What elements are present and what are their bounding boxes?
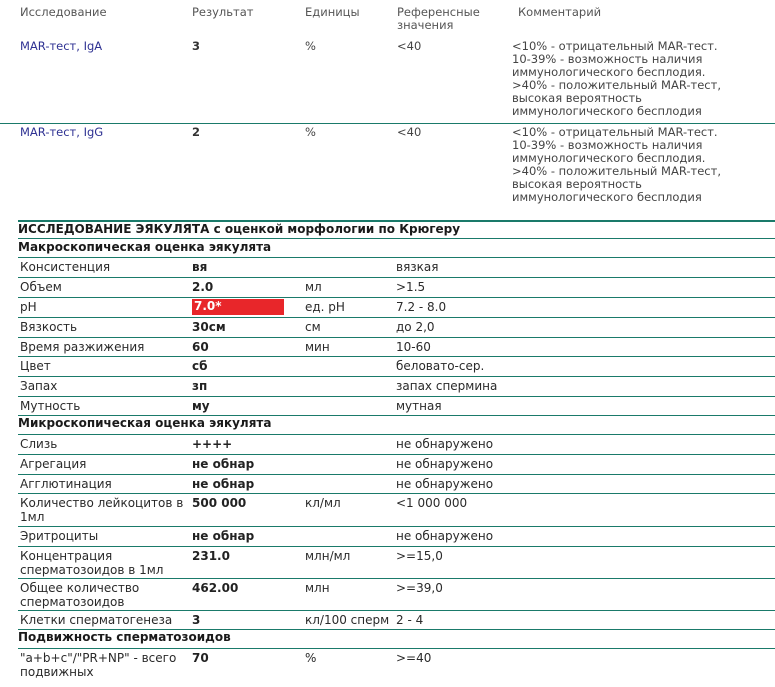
table-row <box>18 277 775 298</box>
mar-igg-unit: % <box>305 125 316 139</box>
header-comment: Комментарий <box>518 5 602 19</box>
mar-iga-unit: % <box>305 39 316 53</box>
micro-unit: млн <box>305 581 330 595</box>
micro-ref: не обнаружено <box>396 477 494 491</box>
table-row <box>18 434 775 455</box>
macro-ref: >1.5 <box>396 280 426 294</box>
micro-unit: кл/мл <box>305 496 341 510</box>
mar-iga-comment: <10% - отрицательный MAR-тест. 10-39% - возможность наличия иммунологического бесплодия. >40% - положительный MAR-тест, высокая вероятность иммунологического бесплодия <box>512 39 721 118</box>
macro-ref: вязкая <box>396 260 439 274</box>
motility-ref: >=40 <box>396 651 432 665</box>
mar-igg-row <box>0 126 775 210</box>
micro-unit: млн/мл <box>305 549 351 563</box>
macro-value: вя <box>192 260 208 274</box>
micro-name: Агглютинация <box>20 477 112 491</box>
macro-ref: беловато-сер. <box>396 359 485 373</box>
table-row <box>18 648 775 685</box>
micro-value: не обнар <box>192 477 255 491</box>
micro-value: ++++ <box>192 437 233 451</box>
motility-value: 70 <box>192 651 209 665</box>
micro-value: не обнар <box>192 457 255 471</box>
micro-ref: 2 - 4 <box>396 613 424 627</box>
table-row <box>18 356 775 377</box>
motility-name: "a+b+c"/"PR+NP" - всего подвижных <box>20 651 177 679</box>
table-row <box>18 526 775 547</box>
mar-iga-row <box>0 40 775 124</box>
macro-name: Объем <box>20 280 62 294</box>
micro-ref: >=15,0 <box>396 549 443 563</box>
micro-value: 231.0 <box>192 549 230 563</box>
micro-name: Агрегация <box>20 457 87 471</box>
micro-value: 462.00 <box>192 581 239 595</box>
micro-ref: не обнаружено <box>396 437 494 451</box>
mar-iga-name: MAR-тест, IgA <box>20 39 103 53</box>
macro-ref: 10-60 <box>396 340 431 354</box>
macro-name: Мутность <box>20 399 81 413</box>
micro-name: Общее количество сперматозоидов <box>20 581 140 609</box>
header-result: Результат <box>192 5 254 19</box>
micro-name: Количество лейкоцитов в 1мл <box>20 496 184 524</box>
macro-ref: мутная <box>396 399 442 413</box>
motility-unit: % <box>305 651 317 665</box>
mar-iga-ref: <40 <box>397 39 422 53</box>
table-row <box>18 317 775 338</box>
micro-name: Клетки сперматогенеза <box>20 613 173 627</box>
header-units: Единицы <box>305 5 360 19</box>
macro-unit: мин <box>305 340 330 354</box>
table-row <box>18 578 775 611</box>
macro-name: pH <box>20 300 37 314</box>
table-row <box>18 493 775 527</box>
mar-igg-comment: <10% - отрицательный MAR-тест. 10-39% - возможность наличия иммунологического бесплодия. >40% - положительный MAR-тест, высокая вероятность иммунологического бесплодия <box>512 125 721 204</box>
table-row <box>18 297 775 318</box>
header-reference: Референсные значения <box>397 5 480 32</box>
table-row <box>18 337 775 357</box>
table-header <box>0 0 775 36</box>
micro-value: 500 000 <box>192 496 247 510</box>
micro-ref: не обнаружено <box>396 529 494 543</box>
table-row <box>18 396 775 416</box>
macro-unit: мл <box>305 280 322 294</box>
main-title: ИССЛЕДОВАНИЕ ЭЯКУЛЯТА с оценкой морфологии по Крюгеру <box>18 222 461 236</box>
macro-name: Запах <box>20 379 58 393</box>
micro-unit: кл/100 сперм <box>305 613 390 627</box>
micro-name: Эритроциты <box>20 529 99 543</box>
micro-value: 3 <box>192 613 201 627</box>
table-row <box>18 454 775 475</box>
macro-ref: 7.2 - 8.0 <box>396 300 447 314</box>
macro-value: му <box>192 399 210 413</box>
mar-igg-ref: <40 <box>397 125 422 139</box>
table-row <box>18 474 775 494</box>
macro-value: 60 <box>192 340 209 354</box>
micro-ref: >=39,0 <box>396 581 443 595</box>
macro-value: 2.0 <box>192 280 214 294</box>
macro-value: сб <box>192 359 208 373</box>
micro-value: не обнар <box>192 529 255 543</box>
macro-value: 30см <box>192 320 226 334</box>
macro-unit: см <box>305 320 321 334</box>
section-motility: Подвижность сперматозоидов <box>18 630 231 644</box>
macro-name: Консистенция <box>20 260 111 274</box>
macro-name: Время разжижения <box>20 340 145 354</box>
micro-name: Концентрация сперматозоидов в 1мл <box>20 549 164 577</box>
section-micro: Микроскопическая оценка эякулята <box>18 416 272 430</box>
table-row <box>18 546 775 579</box>
macro-value: 7.0* <box>192 299 284 315</box>
macro-ref: до 2,0 <box>396 320 435 334</box>
micro-ref: не обнаружено <box>396 457 494 471</box>
table-row <box>18 610 775 630</box>
mar-iga-value: 3 <box>192 39 201 53</box>
macro-value: зп <box>192 379 208 393</box>
macro-name: Вязкость <box>20 320 78 334</box>
macro-name: Цвет <box>20 359 51 373</box>
macro-ref: запах спермина <box>396 379 498 393</box>
section-macro: Макроскопическая оценка эякулята <box>18 240 272 254</box>
mar-igg-name: MAR-тест, IgG <box>20 125 104 139</box>
header-study: Исследование <box>20 5 107 19</box>
divider <box>18 238 775 239</box>
table-row <box>18 376 775 397</box>
micro-name: Слизь <box>20 437 58 451</box>
mar-igg-value: 2 <box>192 125 201 139</box>
macro-unit: ед. pH <box>305 300 345 314</box>
micro-ref: <1 000 000 <box>396 496 468 510</box>
table-row <box>18 257 775 278</box>
